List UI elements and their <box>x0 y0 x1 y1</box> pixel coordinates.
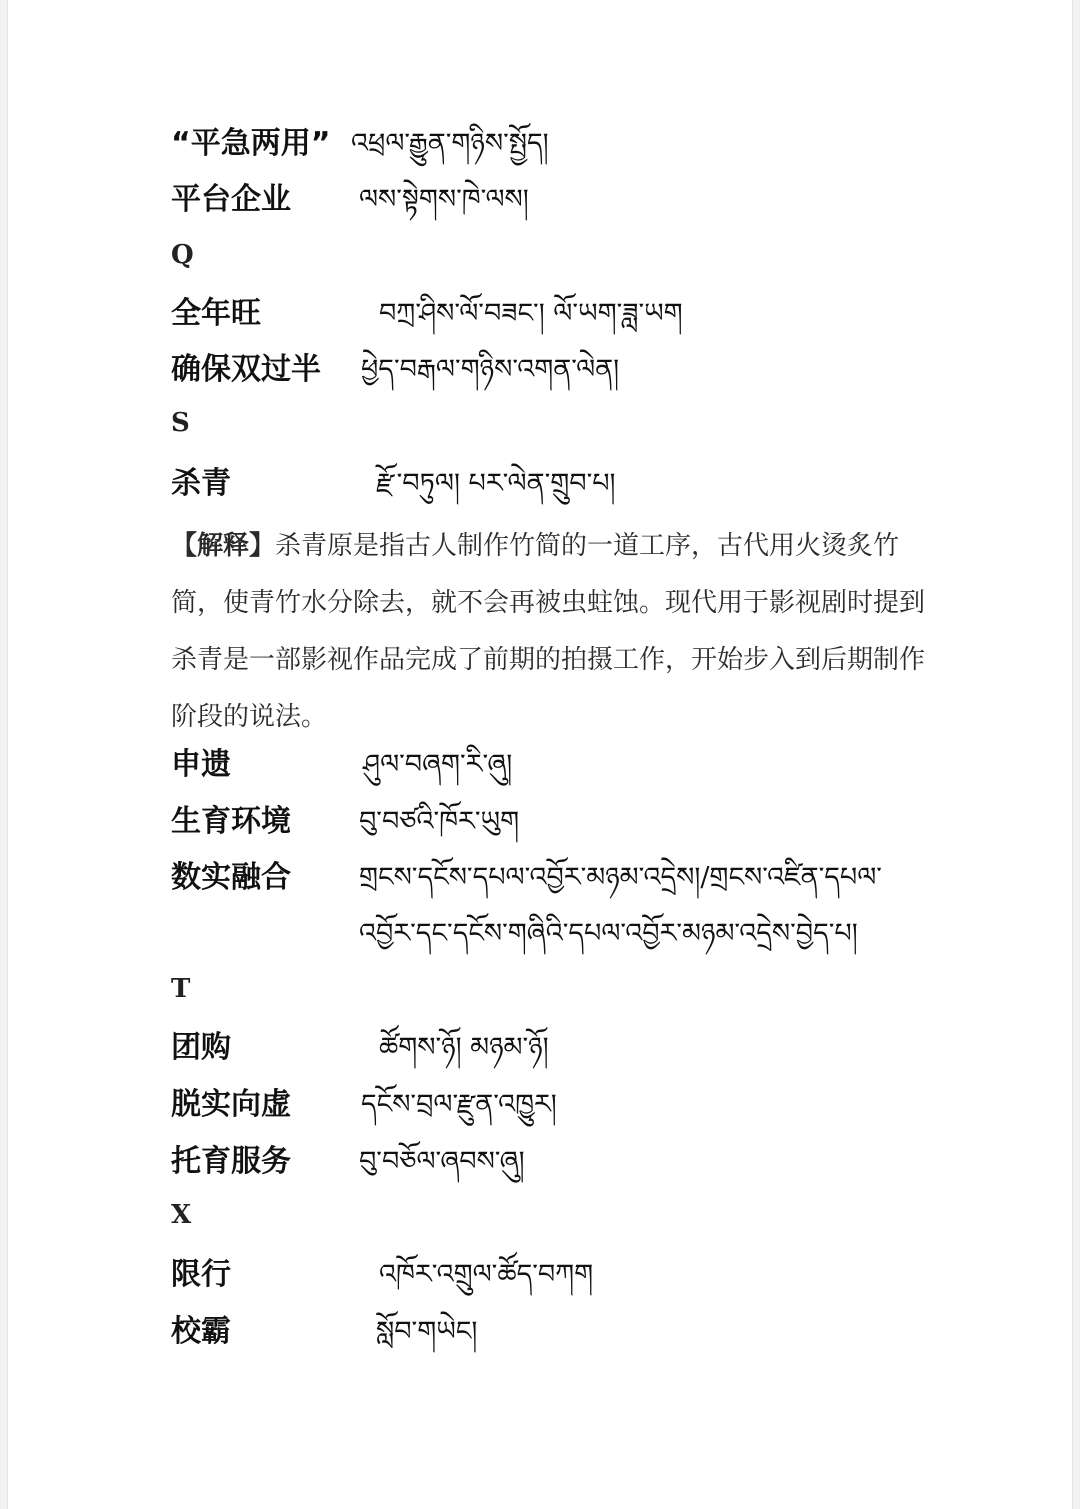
document-page <box>8 0 1072 1509</box>
glossary-entry <box>171 1312 477 1352</box>
chinese-term: 脱实向虚 <box>171 1087 291 1122</box>
chinese-term: 数实融合 <box>171 860 291 895</box>
explanation-tag: 【解释】 <box>171 531 276 561</box>
tibetan-translation: ལས་སྟེགས་ཁེ་ལས། <box>359 184 529 215</box>
tibetan-translation: ཕྱེད་བརྒལ་གཉིས་འགན་ལེན། <box>361 354 620 385</box>
chinese-term: 确保双过半 <box>171 352 321 387</box>
tibetan-translation: རྫོ་བཏུལ། པར་ལེན་གྲུབ་པ། <box>376 468 616 499</box>
section-letter: T <box>171 974 191 1004</box>
glossary-entry <box>171 802 519 842</box>
tibetan-translation: གྲངས་དངོས་དཔལ་འབྱོར་མཉམ་འདྲེས།/གྲངས་འཛིན་དཔལ་འབྱོར་དང་དངོས་གཞིའི་དཔལ་འབྱོར་མཉམ་འདྲེས་བྱེད་པ། <box>359 862 882 949</box>
glossary-entry <box>171 858 904 962</box>
glossary-entry <box>171 1142 525 1182</box>
explanation-text: 杀青原是指古人制作竹简的一道工序，古代用火烫炙竹简，使青竹水分除去，就不会再被虫蛀蚀。现代用于影视剧时提到杀青是一部影视作品完成了前期的拍摄工作，开始步入到后期制作阶段的说法。 <box>171 531 926 732</box>
section-letter: S <box>171 408 190 438</box>
tibetan-translation: དངོས་བྲལ་རྫུན་འཁྱུར། <box>361 1089 557 1120</box>
tibetan-translation: འཁོར་འགྲུལ་ཚོད་བཀག <box>379 1259 594 1290</box>
chinese-term: “平急两用” <box>171 126 331 161</box>
tibetan-translation: བུ་བཙའི་ཁོར་ཡུག <box>359 806 520 837</box>
tibetan-translation: བུ་བཅོལ་ཞབས་ཞུ། <box>359 1146 525 1177</box>
tibetan-translation: ཤུལ་བཞག་རི་ཞུ། <box>363 749 513 780</box>
glossary-entry <box>171 124 549 164</box>
chinese-term: 申遗 <box>171 747 231 782</box>
glossary-entry <box>171 1085 557 1125</box>
glossary-entry <box>171 745 512 785</box>
section-letter: X <box>171 1200 192 1230</box>
tibetan-translation: སློབ་གཡེང། <box>376 1316 478 1347</box>
glossary-entry <box>171 1255 593 1295</box>
glossary-entry <box>171 464 616 504</box>
glossary-entry <box>171 350 619 390</box>
chinese-term: 平台企业 <box>171 182 291 217</box>
tibetan-translation: འཕྲལ་རྒྱུན་གཉིས་སྤྱོད། <box>351 128 549 159</box>
chinese-term: 托育服务 <box>171 1144 291 1179</box>
section-letter: Q <box>171 240 194 270</box>
chinese-term: 限行 <box>171 1257 231 1292</box>
chinese-term: 杀青 <box>171 466 231 501</box>
tibetan-translation: བཀྲ་ཤིས་ལོ་བཟང་། ལོ་ཡག་ཟླ་ཡག <box>379 298 683 329</box>
chinese-term: 团购 <box>171 1030 231 1065</box>
explanation-paragraph <box>171 518 931 746</box>
chinese-term: 校霸 <box>171 1314 231 1349</box>
glossary-entry <box>171 294 683 334</box>
tibetan-translation: ཚོགས་ཉོ། མཉམ་ཉོ། <box>379 1032 549 1063</box>
chinese-term: 全年旺 <box>171 296 261 331</box>
glossary-entry <box>171 1028 549 1068</box>
chinese-term: 生育环境 <box>171 804 291 839</box>
glossary-entry <box>171 180 529 220</box>
